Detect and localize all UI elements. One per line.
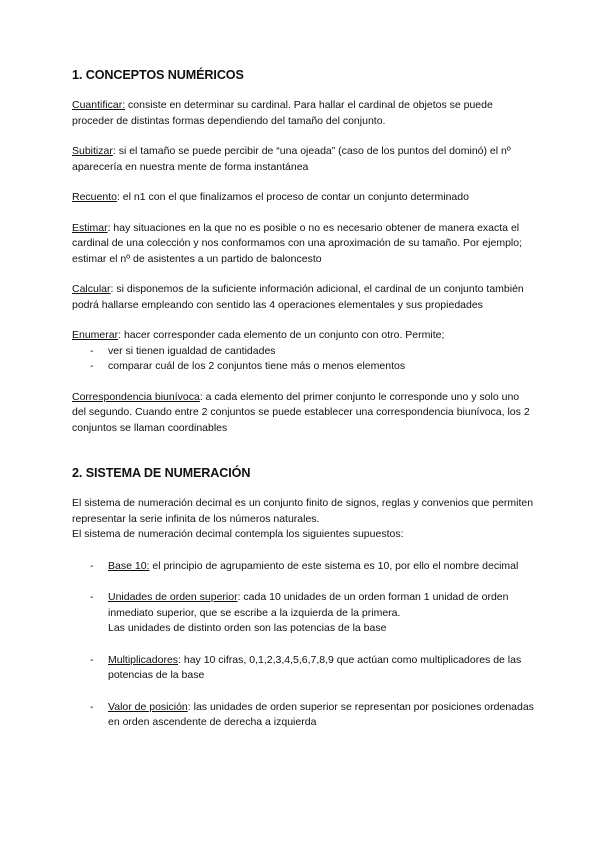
list-item-text: ver si tienen igualdad de cantidades (108, 344, 276, 357)
list-item-text: : las unidades de orden superior se representan por posiciones ordenadas en orden ascendente de derecha a izquierda (108, 700, 534, 728)
definition-estimar (72, 221, 534, 268)
list-item (72, 359, 534, 375)
dash-marker: - (90, 360, 94, 372)
term: Cuantificar: (72, 99, 126, 111)
dash-marker: - (90, 344, 94, 357)
definition-text: : el n1 con el que finalizamos el proceso de contar un conjunto determinado (116, 191, 469, 203)
dash-marker: - (90, 591, 94, 603)
definition-cuantificar (72, 98, 534, 129)
section-2-intro (72, 496, 534, 543)
term: Valor de posición (108, 700, 188, 713)
intro-text-1: El sistema de numeración decimal es un conjunto finito de signos, reglas y convenios que permiten representar la serie infinita de los números naturales. (72, 497, 534, 525)
section-1-title: 1. CONCEPTOS NUMÉRICOS (72, 68, 244, 82)
definition-calcular (72, 282, 534, 313)
definition-text: : a cada elemento del primer conjunto le corresponde uno y solo uno del segundo. Cuando entre 2 conjuntos se puede establecer una correspondencia biunívoca, los 2 conjuntos se llaman coordinables (72, 390, 530, 434)
term: Enumerar (72, 329, 119, 341)
enumerar-list (72, 344, 534, 375)
definition-text: : hacer corresponder cada elemento de un conjunto con otro. Permite; (118, 329, 445, 341)
section-2-title: 2. SISTEMA DE NUMERACIÓN (72, 466, 251, 480)
term: Unidades de orden superior (108, 591, 238, 603)
term: Estimar (72, 221, 108, 234)
definition-text: : hay situaciones en la que no es posible o no es necesario obtener de manera exacta el cardinal de una colección y nos conformamos con una aproximación de su tamaño. Por ejemplo; estimar el nº de asistentes a un partido de baloncesto (72, 221, 522, 265)
definition-subitizar (72, 144, 534, 175)
list-item-base-10 (72, 559, 534, 575)
list-item-multiplicadores (72, 653, 534, 684)
document-page (72, 68, 534, 747)
list-item-text: comparar cuál de los 2 conjuntos tiene más o menos elementos (108, 360, 406, 372)
intro-text-2: El sistema de numeración decimal contempla los siguientes supuestos: (72, 528, 404, 540)
term: Recuento (72, 191, 117, 203)
list-item-text: : hay 10 cifras, 0,1,2,3,4,5,6,7,8,9 que actúan como multiplicadores de las potencias de la base (108, 653, 522, 681)
definition-correspondencia-biunivoca (72, 390, 534, 437)
term: Multiplicadores (108, 653, 179, 666)
list-item-text: : cada 10 unidades de un orden forman 1 unidad de orden inmediato superior, que se escribe a la izquierda de la primera. (108, 591, 509, 619)
list-item-valor-posicion (72, 700, 534, 731)
term: Correspondencia biunívoca (72, 390, 200, 403)
list-item-extra-text: Las unidades de distinto orden son las potencias de la base (108, 622, 387, 634)
list-item-text: el principio de agrupamiento de este sistema es 10, por ello el nombre decimal (149, 559, 519, 572)
term: Calcular (72, 283, 111, 295)
supuestos-list (72, 559, 534, 731)
term: Subitizar (72, 145, 113, 157)
definition-recuento (72, 190, 534, 206)
term: Base 10: (108, 559, 150, 572)
dash-marker: - (90, 653, 94, 666)
list-item-unidades-orden-superior (72, 590, 534, 637)
dash-marker: - (90, 700, 94, 713)
dash-marker: - (90, 559, 94, 572)
definition-text: : si el tamaño se puede percibir de “una ojeada” (caso de los puntos del dominó) el nº aparecería en nuestra mente de forma instantánea (72, 145, 511, 173)
definition-text: : si disponemos de la suficiente información adicional, el cardinal de un conjunto también podrá hallarse empleando con sentido las 4 operaciones elementales y sus propiedades (72, 283, 524, 311)
list-item (72, 344, 534, 360)
definition-text: consiste en determinar su cardinal. Para hallar el cardinal de objetos se puede proceder de distintas formas dependiendo del tamaño del conjunto. (72, 99, 493, 127)
definition-enumerar (72, 328, 534, 344)
